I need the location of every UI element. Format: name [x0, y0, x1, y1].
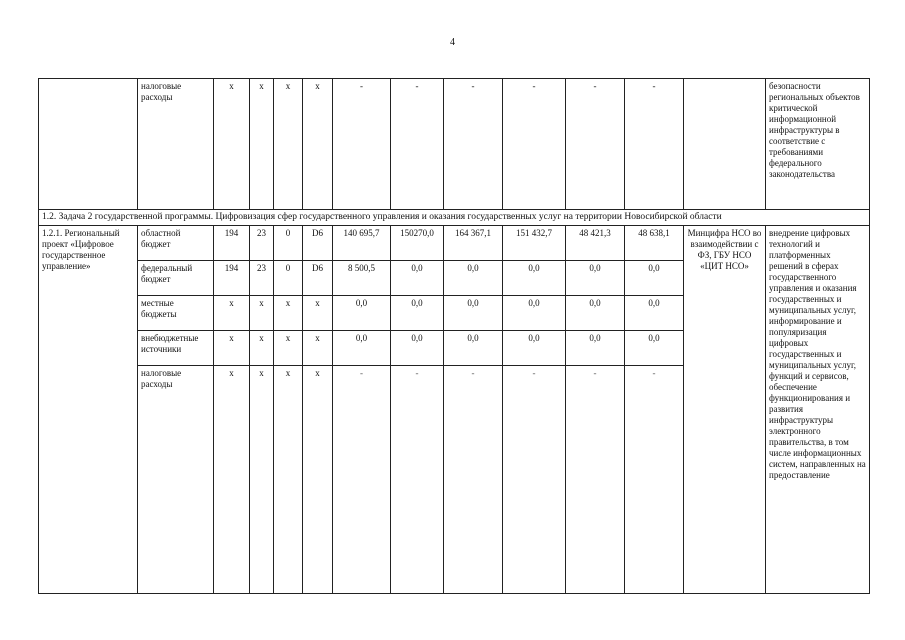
table-row-regional-budget — [39, 226, 870, 261]
code-cell: 0 — [274, 226, 303, 261]
amount-cell: 0,0 — [503, 296, 566, 331]
amount-cell: 164 367,1 — [444, 226, 503, 261]
funding-source-cell: налоговые расходы — [138, 79, 214, 210]
code-cell: х — [274, 296, 303, 331]
amount-cell: 0,0 — [566, 331, 625, 366]
amount-cell: 0,0 — [503, 331, 566, 366]
empty-cell — [39, 79, 138, 210]
empty-cell — [684, 79, 766, 210]
amount-cell: - — [566, 79, 625, 210]
amount-cell: 0,0 — [625, 331, 684, 366]
amount-cell: - — [444, 79, 503, 210]
funding-source-cell: областной бюджет — [138, 226, 214, 261]
code-cell: х — [274, 79, 303, 210]
amount-cell: 0,0 — [391, 261, 444, 296]
amount-cell: - — [625, 79, 684, 210]
result-cell: внедрение цифровых технологий и платформенных решений в сферах государственного управления и оказания государственных и муниципальных услуг, информирование и популяризация цифровых государственных и муниципальных услуг, функций и сервисов, обеспечение функционирования и развития инфраструктуры электронного правительства, в том числе информационных систем, направленных на предоставление — [766, 226, 870, 594]
code-cell: х — [214, 366, 250, 594]
funding-source-cell: внебюджетные источники — [138, 331, 214, 366]
code-cell: 0 — [274, 261, 303, 296]
amount-cell: - — [444, 366, 503, 594]
amount-cell: - — [566, 366, 625, 594]
code-cell: 23 — [250, 261, 274, 296]
code-cell: х — [274, 366, 303, 594]
amount-cell: 8 500,5 — [333, 261, 391, 296]
code-cell: х — [274, 331, 303, 366]
amount-cell: 0,0 — [444, 261, 503, 296]
amount-cell: - — [391, 366, 444, 594]
table-row-tax-expenses-top — [39, 79, 870, 210]
amount-cell: 0,0 — [333, 296, 391, 331]
amount-cell: - — [391, 79, 444, 210]
amount-cell: - — [333, 79, 391, 210]
code-cell: х — [250, 79, 274, 210]
amount-cell: 0,0 — [566, 261, 625, 296]
amount-cell: 0,0 — [444, 331, 503, 366]
code-cell: х — [214, 296, 250, 331]
amount-cell: 151 432,7 — [503, 226, 566, 261]
code-cell: D6 — [303, 261, 333, 296]
amount-cell: 0,0 — [391, 296, 444, 331]
code-cell: х — [250, 331, 274, 366]
amount-cell: 150270,0 — [391, 226, 444, 261]
project-name-cell: 1.2.1. Региональный проект «Цифровое государственное управление» — [39, 226, 138, 594]
amount-cell: - — [625, 366, 684, 594]
code-cell: х — [250, 296, 274, 331]
amount-cell: 0,0 — [566, 296, 625, 331]
code-cell: 194 — [214, 226, 250, 261]
amount-cell: 0,0 — [503, 261, 566, 296]
amount-cell: - — [333, 366, 391, 594]
amount-cell: 48 638,1 — [625, 226, 684, 261]
funding-source-cell: налоговые расходы — [138, 366, 214, 594]
funding-source-cell: местные бюджеты — [138, 296, 214, 331]
program-table — [38, 78, 870, 594]
code-cell: 23 — [250, 226, 274, 261]
funding-source-cell: федеральный бюджет — [138, 261, 214, 296]
result-cell: безопасности региональных объектов критической информационной инфраструктуры в соответствие с требованиями федерального законодательства — [766, 79, 870, 210]
amount-cell: 0,0 — [444, 296, 503, 331]
code-cell: х — [214, 331, 250, 366]
amount-cell: 0,0 — [625, 296, 684, 331]
code-cell: х — [303, 366, 333, 594]
responsible-cell: Минцифра НСО во взаимодействии с ФЗ, ГБУ НСО «ЦИТ НСО» — [684, 226, 766, 594]
code-cell: х — [250, 366, 274, 594]
page-number: 4 — [450, 37, 455, 48]
amount-cell: 0,0 — [391, 331, 444, 366]
code-cell: х — [303, 331, 333, 366]
code-cell: х — [303, 79, 333, 210]
amount-cell: 140 695,7 — [333, 226, 391, 261]
amount-cell: - — [503, 79, 566, 210]
section-title: 1.2. Задача 2 государственной программы. Цифровизация сфер государственного управления и оказания государственных услуг на территории Новосибирской области — [39, 210, 870, 226]
amount-cell: 0,0 — [333, 331, 391, 366]
section-row — [39, 210, 870, 226]
code-cell: х — [303, 296, 333, 331]
amount-cell: 48 421,3 — [566, 226, 625, 261]
amount-cell: - — [503, 366, 566, 594]
code-cell: 194 — [214, 261, 250, 296]
code-cell: х — [214, 79, 250, 210]
amount-cell: 0,0 — [625, 261, 684, 296]
code-cell: D6 — [303, 226, 333, 261]
